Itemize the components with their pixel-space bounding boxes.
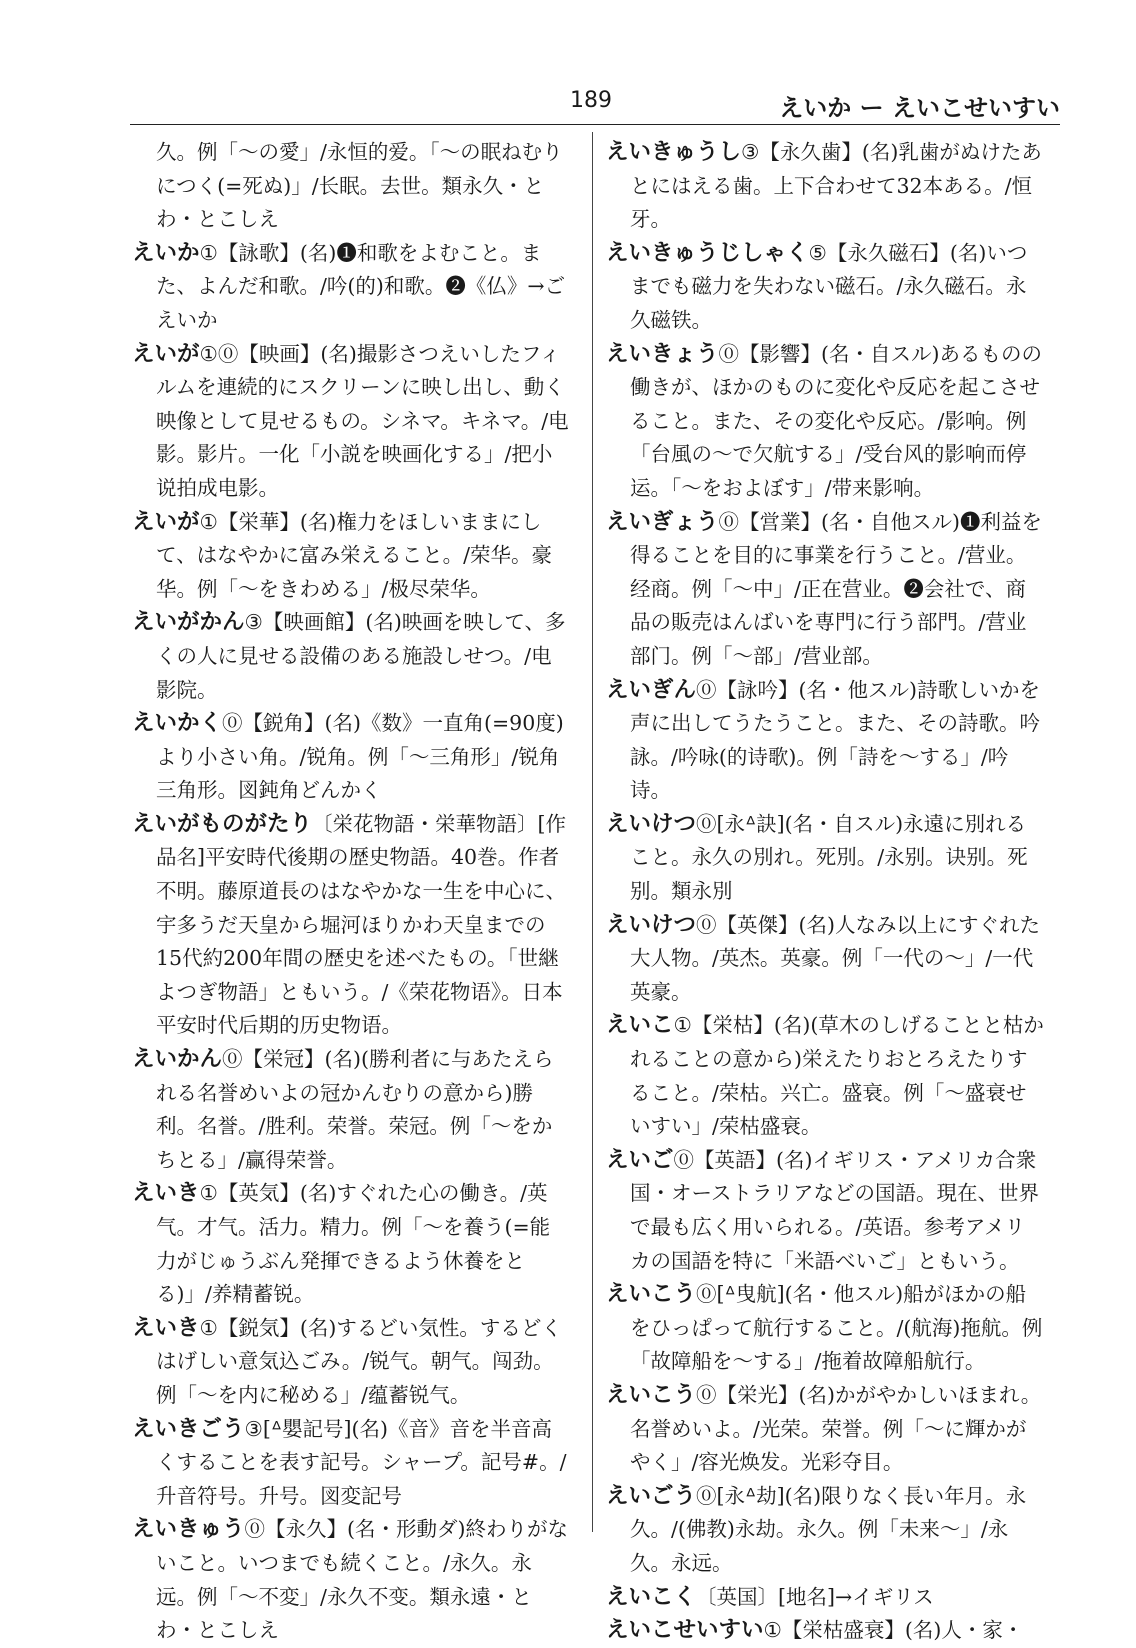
page-header [130,88,1060,124]
entry-body: ①【鋭気】(名)するどい気性。するどくはげしい意気込ごみ。/锐气。朝气。闯劲。例「～を内に秘める」/蕴蓄锐气。 [156,1315,562,1407]
entry-body: ⓪【鋭角】(名)《数》一直角(=90度)より小さい角。/锐角。例「～三角形」/锐角三角形。図鈍角どんかく [156,711,564,803]
entry-body: ①【英気】(名)すぐれた心の働き。/英气。才气。活力。精力。例「～を養う(=能力がじゅうぶん発揮できるよう休養をとる)」/养精蓄锐。 [156,1181,551,1307]
entry-body: ⓪[永ᐞ訣](名・自スル)永遠に別れること。永久の別れ。死別。/永别。诀别。死别。類永別 [630,811,1028,904]
entry-headword: えいこく [606,1583,697,1610]
entry-headword: えいかん [132,1046,223,1073]
continuation-text: 久。例「～の愛」/永恒的爱。「～の眠ねむりにつく(=死ぬ)」/长眠。去世。類永久・とわ・とこしえ [156,140,563,232]
entry-body: ⓪【影響】(名・自スル)あるものの働きが、ほかのものに変化や反応を起こさせること。また、その変化や反応。/影响。例「台風の～で欠航する」/受台风的影响而停运。「～をおよぼす」/带来影响。 [630,341,1043,500]
entry-headword: えいけつ [606,911,697,938]
dictionary-entry [606,136,1044,237]
dictionary-entry [132,1043,570,1177]
entry-headword: えいか [132,239,200,266]
dictionary-entry [132,1413,570,1514]
entry-body: ①⓪【映画】(名)撮影さつえいしたフィルムを連続的にスクリーンに映し出し、動く映像として見せるもの。シネマ。キネマ。/电影。影片。一化「小説を映画化する」/把小说拍成电影。 [156,341,569,500]
dictionary-entry [132,808,570,1043]
dictionary-entry [606,909,1044,1010]
running-head: えいか ー えいこせいすい [779,94,1060,122]
entry-body: ⓪【英語】(名)イギリス・アメリカ合衆国・オーストラリアなどの国語。現在、世界で最も広く用いられる。/英语。参考アメリカの国語を特に「米語べいご」ともいう。 [630,1147,1039,1273]
entry-body: ⓪【栄冠】(名)(勝利者に与あたえられる名誉めいよの冠かんむりの意から)勝利。名誉。/胜利。荣誉。荣冠。例「～をかちとる」/赢得荣誉。 [156,1047,554,1172]
entry-headword: えいが [132,508,200,535]
entry-headword: えいこう [606,1281,697,1308]
entry-headword: えいきごう [132,1415,245,1442]
dictionary-entry [606,1614,1044,1648]
entry-body: ①【詠歌】(名)❶和歌をよむこと。また、よんだ和歌。/吟(的)和歌。❷《仏》→ごえいか [156,240,566,332]
entry-body: ⓪【詠吟】(名・他スル)詩歌しいかを声に出してうたうこと。また、その詩歌。吟詠。/吟咏(的诗歌)。例「詩を～する」/吟诗。 [630,677,1041,803]
entry-headword: えいきゅう [132,1516,245,1543]
dictionary-entry [132,1312,570,1413]
entry-headword: えいが [132,340,200,367]
dictionary-entry [606,1278,1044,1379]
entry-body: ⓪[ᐞ曳航](名・他スル)船がほかの船をひっぱって航行すること。/(航海)拖航。例「故障船を～する」/拖着故障船航行。 [630,1282,1043,1374]
entry-body: ③【永久歯】(名)乳歯がぬけたあとにはえる歯。上下合わせて32本ある。/恒牙。 [630,140,1042,232]
dictionary-entry [132,1513,570,1647]
entry-body: 〔英国〕[地名]→イギリス [696,1584,934,1609]
dictionary-entry [132,1177,570,1311]
entry-body: ③[ᐞ嬰記号](名)《音》音を半音高くすることを表す記号。シャープ。記号#。/升音符号。升号。図変記号 [156,1416,567,1508]
entry-body: ①【栄枯】(名)(草木のしげることと枯かれることの意から)栄えたりおとろえたりすること。/荣枯。兴亡。盛衰。例「～盛衰せいすい」/荣枯盛衰。 [630,1013,1044,1139]
entry-body: ⑤【永久磁石】(名)いつまでも磁力を失わない磁石。/永久磁石。永久磁铁。 [630,240,1028,332]
entry-headword: えいこう [606,1381,697,1408]
entry-headword: えいきゅうし [606,139,742,165]
column-divider [592,132,593,1532]
page-number: 189 [570,88,612,113]
entry-headword: えいき [132,1314,200,1341]
entry-headword: えいきょう [606,340,719,367]
entry-headword: えいがかん [132,609,245,636]
entry-headword: えいぎん [606,676,697,703]
entry-headword: えいかく [132,710,223,737]
entry-headword: えいがものがたり [132,810,313,837]
entry-body: ①【栄枯盛衰】(名)人・家・ [763,1618,1024,1643]
dictionary-entry [132,606,570,707]
header-rule [130,124,1060,125]
entry-body: ⓪[永ᐞ劫](名)限りなく長い年月。永久。/(佛教)永劫。永久。例「未来～」/永久。永远。 [630,1483,1027,1575]
left-column [132,136,570,1648]
dictionary-entry [606,1144,1044,1278]
left-entries [132,237,570,1648]
entry-headword: えいこ [606,1012,674,1039]
entry-headword: えいご [606,1146,674,1173]
dictionary-entry [606,1581,1044,1615]
dictionary-entry [606,1009,1044,1143]
entry-headword: えいきゅうじしゃく [606,239,809,266]
dictionary-entry [606,674,1044,808]
dictionary-entry [132,707,570,808]
right-column [606,136,1044,1648]
dictionary-entry [606,237,1044,338]
dictionary-entry [606,506,1044,674]
dictionary-entry [606,1379,1044,1480]
entry-headword: えいき [132,1180,200,1207]
right-entries [606,136,1044,1648]
dictionary-entry [606,338,1044,506]
entry-headword: えいけつ [606,810,697,837]
entry-headword: えいぎょう [606,508,719,535]
entry-body: 〔栄花物語・栄華物語〕[作品名]平安時代後期の歴史物語。40巻。作者不明。藤原道長のはなやかな一生を中心に、宇多うだ天皇から堀河ほりかわ天皇までの15代約200年間の歴史を述べたもの。「世継よつぎ物語」ともいう。/《荣花物语》。日本平安时代后期的历史物语。 [156,811,567,1038]
dictionary-entry [132,237,570,338]
dictionary-entry [606,1480,1044,1581]
entry-headword: えいごう [606,1482,697,1509]
entry-body: ⓪【英傑】(名)人なみ以上にすぐれた大人物。/英杰。英豪。例「一代の～」/一代英豪。 [630,912,1041,1004]
entry-body: ⓪【営業】(名・自他スル)❶利益を得ることを目的に事業を行うこと。/营业。经商。例「～中」/正在营业。❷会社で、商品の販売はんばいを専門に行う部門。/营业部门。例「～部」/营业部。 [630,509,1043,668]
entry-body: ⓪【永久】(名・形動ダ)終わりがないこと。いつまでも続くこと。/永久。永远。例「～不変」/永久不变。類永遠・とわ・とこしえ [156,1517,569,1643]
entry-body: ⓪【栄光】(名)かがやかしいほまれ。名誉めいよ。/光荣。荣誉。例「～に輝かがやく」/容光焕发。光彩夺目。 [630,1382,1042,1475]
entry-body: ③【映画館】(名)映画を映して、多くの人に見せる設備のある施設しせつ。/电影院。 [156,610,566,702]
dictionary-entry [132,506,570,607]
entry-body: ①【栄華】(名)権力をほしいままにして、はなやかに富み栄えること。/荣华。豪华。例「～をきわめる」/极尽荣华。 [156,509,552,601]
dictionary-entry [606,808,1044,909]
entry-headword: えいこせいすい [606,1617,764,1644]
dictionary-entry [132,338,570,506]
